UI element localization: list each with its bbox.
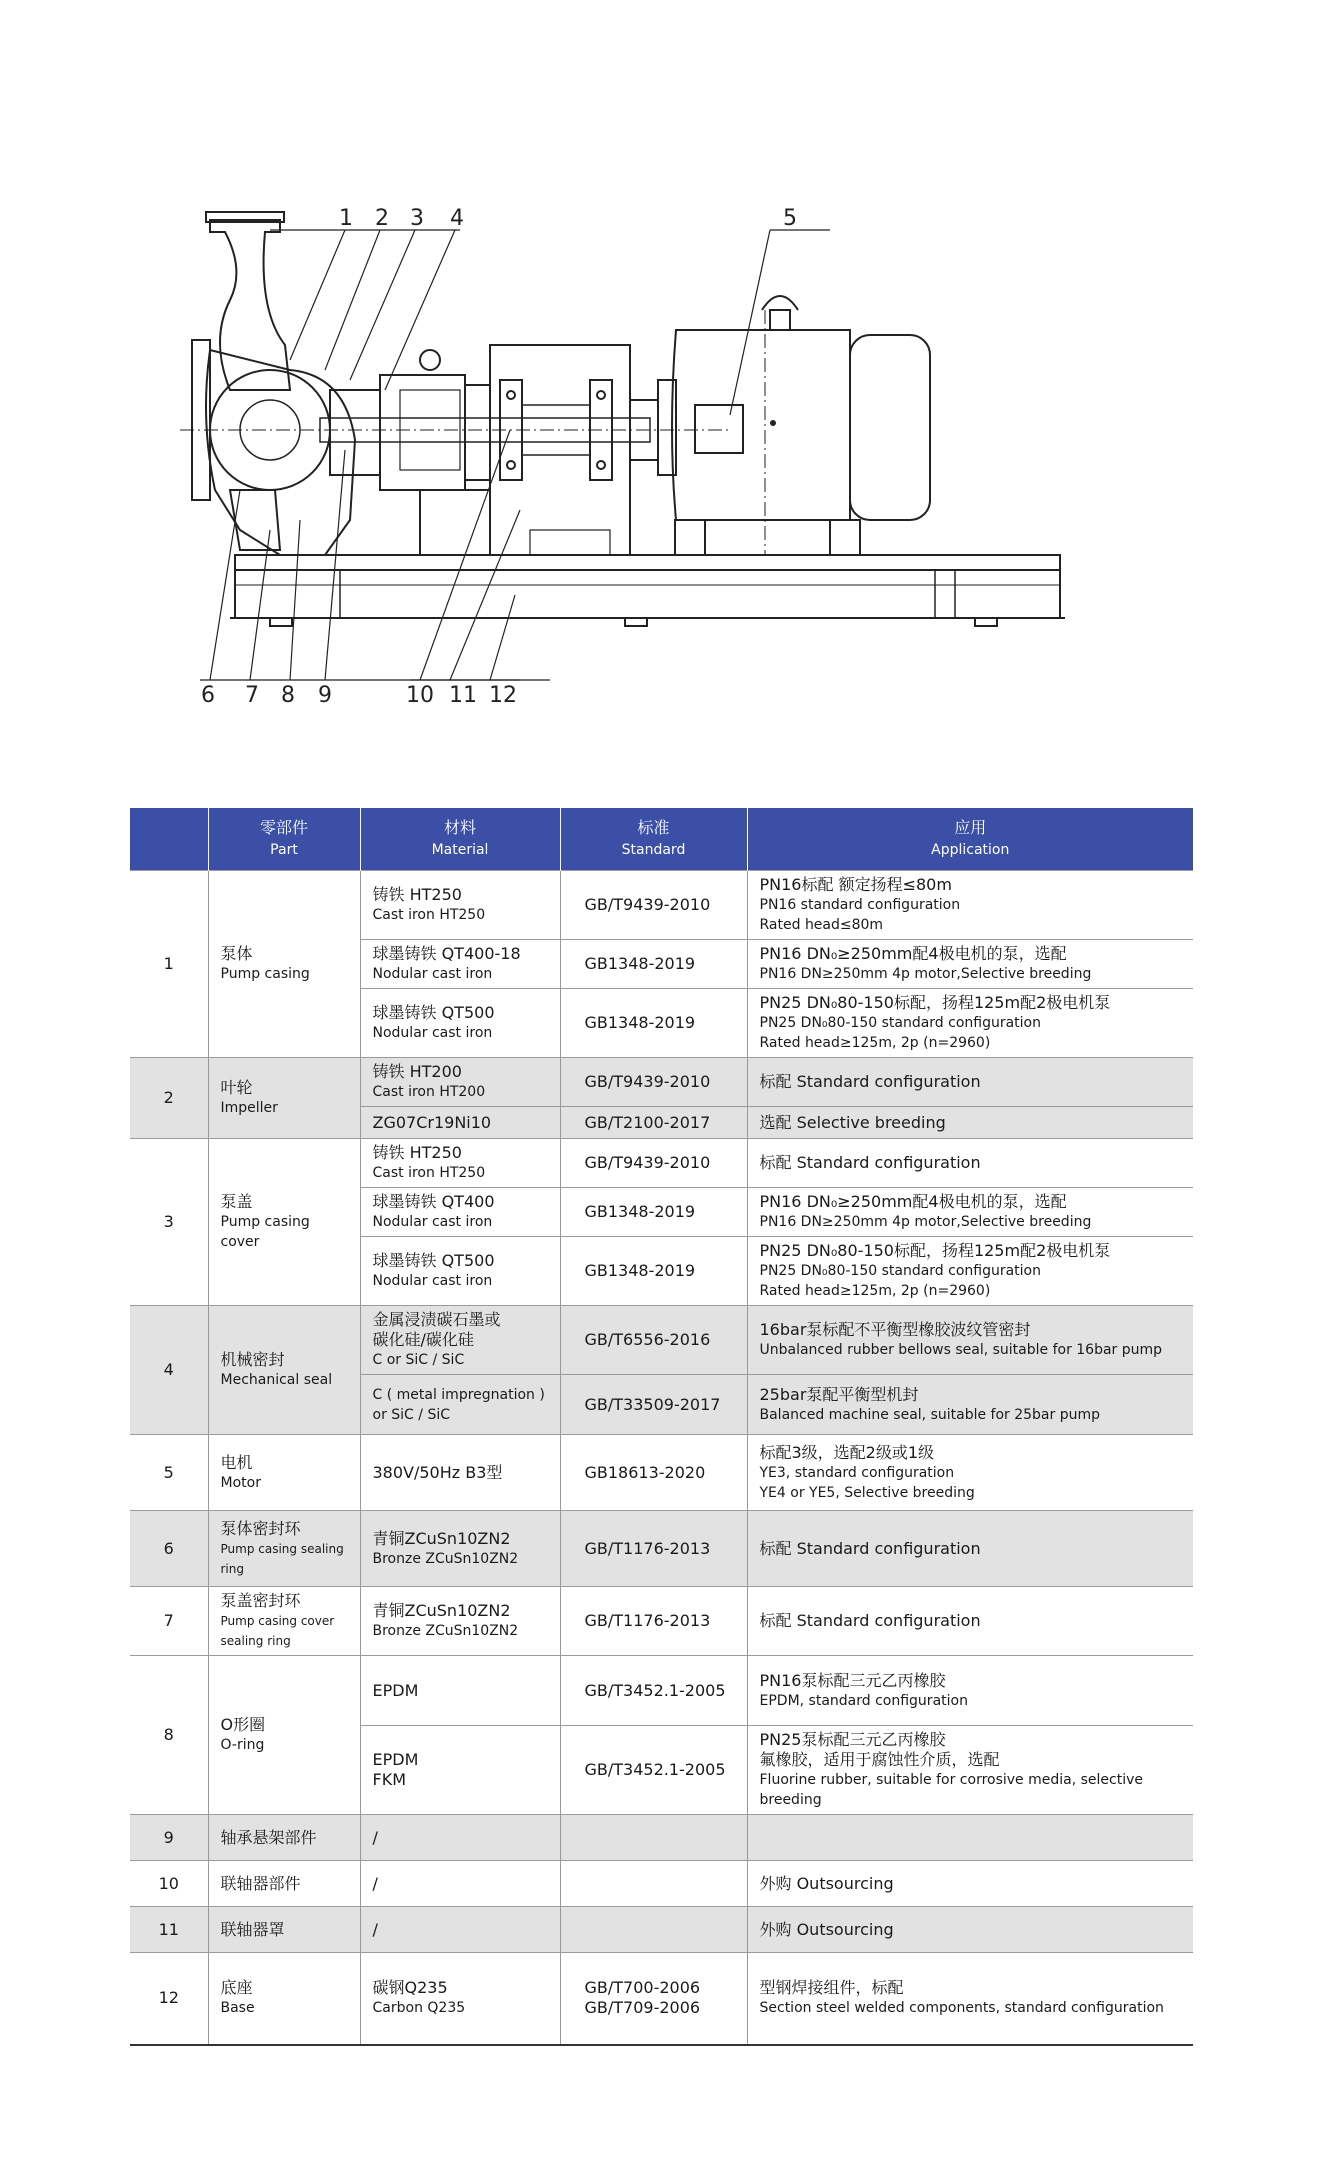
part-number: 1 [130, 871, 208, 1058]
material-zh: ZG07Cr19Ni10 [372, 1112, 492, 1132]
standard-cell: GB1348-2019 [560, 940, 747, 989]
application-cell [747, 989, 1193, 1058]
callout-12: 12 [489, 683, 517, 708]
callout-1: 1 [339, 206, 353, 231]
application-line-1: 标配 Standard configuration [759, 1538, 981, 1558]
standard-cell: GB/T1176-2013 [560, 1511, 747, 1587]
part-name [208, 1861, 360, 1907]
material-zh: 球墨铸铁 QT400-18 [372, 944, 521, 963]
standard-cell: GB1348-2019 [560, 1237, 747, 1306]
material-zh: / [372, 1873, 378, 1893]
material-en: Nodular cast iron [372, 1025, 493, 1041]
application-line-2: PN16 DN≥250mm 4p motor,Selective breeding [759, 966, 1092, 982]
material-zh: EPDM FKM [372, 1750, 419, 1789]
material-en: C or SiC / SiC [372, 1352, 465, 1368]
application-line-1: 25bar泵配平衡型机封 [759, 1384, 919, 1404]
material-zh: 铸铁 HT250 [372, 885, 462, 904]
part-number: 9 [130, 1815, 208, 1861]
application-line-1: 外购 Outsourcing [759, 1873, 894, 1893]
material-zh: 铸铁 HT250 [372, 1143, 462, 1162]
application-cell [747, 1107, 1193, 1139]
material-en: Cast iron HT250 [372, 1165, 486, 1181]
material-zh: 金属浸渍碳石墨或 碳化硅/碳化硅 [372, 1310, 501, 1349]
header-material: 材料 Material [360, 808, 560, 871]
standard-cell: GB/T9439-2010 [560, 1058, 747, 1107]
material-cell [360, 1953, 560, 2045]
material-zh: / [372, 1827, 378, 1847]
application-line-1: PN16标配 额定扬程≤80m [759, 875, 952, 894]
standard-cell: GB/T6556-2016 [560, 1306, 747, 1375]
part-name [208, 1306, 360, 1435]
material-cell [360, 1375, 560, 1435]
pump-assembly-drawing [170, 190, 1070, 710]
table-row [130, 1058, 1193, 1107]
part-name [208, 1907, 360, 1953]
application-cell [747, 1861, 1193, 1907]
part-name-en: O-ring [220, 1737, 265, 1753]
standard-cell [560, 1861, 747, 1907]
application-cell [747, 1953, 1193, 2045]
application-cell [747, 1188, 1193, 1237]
material-cell [360, 1306, 560, 1375]
part-number: 11 [130, 1907, 208, 1953]
material-zh: 球墨铸铁 QT500 [372, 1251, 495, 1270]
application-cell [747, 1815, 1193, 1861]
callout-3: 3 [410, 206, 424, 231]
part-name [208, 1953, 360, 2045]
standard-cell: GB18613-2020 [560, 1435, 747, 1511]
header-part: 零部件 Part [208, 808, 360, 871]
part-name-zh: 泵盖密封环 [220, 1591, 301, 1610]
motor-shape [630, 296, 930, 555]
part-name-zh: 泵体密封环 [220, 1518, 301, 1538]
application-line-1: PN16泵标配三元乙丙橡胶 [759, 1670, 946, 1690]
part-name-en: Pump casing sealing ring [220, 1541, 344, 1576]
application-cell [747, 1375, 1193, 1435]
coupling-shape [490, 345, 630, 555]
application-cell [747, 1058, 1193, 1107]
application-line-1: 标配 Standard configuration [759, 1072, 981, 1091]
application-line-3: Rated head≤80m [759, 917, 884, 933]
callout-2: 2 [375, 206, 389, 231]
material-cell [360, 1815, 560, 1861]
material-cell [360, 1587, 560, 1656]
application-cell [747, 1306, 1193, 1375]
standard-cell: GB/T33509-2017 [560, 1375, 747, 1435]
table-row [130, 1306, 1193, 1375]
standard-cell: GB1348-2019 [560, 1188, 747, 1237]
part-name-zh: 电机 [220, 1452, 253, 1472]
material-cell [360, 1726, 560, 1815]
application-line-2: Fluorine rubber, suitable for corrosive media, selective breeding [759, 1772, 1144, 1808]
application-cell [747, 1907, 1193, 1953]
callout-9: 9 [318, 683, 332, 708]
table-row [130, 1953, 1193, 2045]
material-en: C ( metal impregnation ) or SiC / SiC [372, 1386, 545, 1423]
part-number: 10 [130, 1861, 208, 1907]
part-name [208, 1139, 360, 1306]
application-line-3: YE4 or YE5, Selective breeding [759, 1484, 975, 1501]
part-name-en: Pump casing cover sealing ring [220, 1614, 335, 1648]
part-number: 7 [130, 1587, 208, 1656]
application-line-1: 标配 Standard configuration [759, 1153, 981, 1172]
material-cell [360, 1237, 560, 1306]
standard-cell: GB/T9439-2010 [560, 1139, 747, 1188]
part-name-zh: 轴承悬架部件 [220, 1827, 317, 1847]
parts-table-body [130, 871, 1193, 2045]
application-line-2: PN16 DN≥250mm 4p motor,Selective breeding [759, 1214, 1092, 1230]
application-line-2: Section steel welded components, standard configuration [759, 2000, 1164, 2017]
material-zh: 380V/50Hz B3型 [372, 1462, 503, 1482]
application-cell [747, 1511, 1193, 1587]
standard-cell: GB/T3452.1-2005 [560, 1656, 747, 1726]
base-frame [230, 555, 1065, 626]
header-number [130, 808, 208, 871]
part-name-zh: 联轴器部件 [220, 1873, 301, 1893]
material-en: Nodular cast iron [372, 1214, 493, 1230]
part-name-en: Mechanical seal [220, 1372, 333, 1388]
material-zh: / [372, 1919, 378, 1939]
callout-6: 6 [201, 683, 215, 708]
material-en: Cast iron HT250 [372, 907, 486, 923]
material-zh: EPDM [372, 1680, 419, 1700]
part-name-en: Base [220, 2000, 255, 2017]
material-zh: 青铜ZCuSn10ZN2 [372, 1528, 511, 1548]
application-cell [747, 1656, 1193, 1726]
material-en: Bronze ZCuSn10ZN2 [372, 1623, 519, 1639]
material-en: Bronze ZCuSn10ZN2 [372, 1550, 519, 1567]
part-name [208, 1815, 360, 1861]
material-zh: 青铜ZCuSn10ZN2 [372, 1601, 511, 1620]
standard-cell: GB/T2100-2017 [560, 1107, 747, 1139]
material-en: Carbon Q235 [372, 2000, 466, 2017]
material-cell [360, 1511, 560, 1587]
table-row [130, 871, 1193, 940]
callout-5: 5 [783, 206, 797, 231]
material-zh: 球墨铸铁 QT400 [372, 1192, 495, 1211]
part-name-en: Motor [220, 1474, 261, 1491]
material-zh: 碳钢Q235 [372, 1978, 448, 1998]
callout-4: 4 [450, 206, 464, 231]
application-line-1: PN25 DN₀80-150标配，扬程125m配2极电机泵 [759, 1241, 1111, 1260]
material-en: Cast iron HT200 [372, 1084, 486, 1100]
application-cell [747, 871, 1193, 940]
part-name-zh: 叶轮 [220, 1078, 253, 1097]
table-row [130, 1861, 1193, 1907]
application-line-2: PN25 DN₀80-150 standard configuration [759, 1015, 1041, 1031]
part-number: 8 [130, 1656, 208, 1815]
material-cell [360, 940, 560, 989]
material-cell [360, 1058, 560, 1107]
application-line-2: PN16 standard configuration [759, 897, 961, 913]
material-en: Nodular cast iron [372, 1273, 493, 1289]
material-cell [360, 1188, 560, 1237]
standard-cell: GB/T3452.1-2005 [560, 1726, 747, 1815]
application-line-1: PN16 DN₀≥250mm配4极电机的泵，选配 [759, 944, 1067, 963]
application-line-2: YE3, standard configuration [759, 1464, 955, 1481]
part-name [208, 1587, 360, 1656]
part-number: 3 [130, 1139, 208, 1306]
material-cell [360, 1139, 560, 1188]
parts-table [130, 808, 1193, 2046]
application-line-3: Rated head≥125m, 2p (n=2960) [759, 1283, 991, 1299]
application-line-2: Unbalanced rubber bellows seal, suitable for 16bar pump [759, 1342, 1163, 1358]
part-number: 5 [130, 1435, 208, 1511]
application-cell [747, 1237, 1193, 1306]
part-name-zh: 底座 [220, 1978, 253, 1998]
callout-7: 7 [245, 683, 259, 708]
material-en: Nodular cast iron [372, 966, 493, 982]
table-row [130, 1815, 1193, 1861]
part-name [208, 1058, 360, 1139]
leader-lines [200, 230, 830, 680]
part-name [208, 871, 360, 1058]
table-header-row [130, 808, 1193, 871]
material-cell [360, 1656, 560, 1726]
application-line-2: EPDM, standard configuration [759, 1692, 968, 1709]
application-line-1: 16bar泵标配不平衡型橡胶波纹管密封 [759, 1320, 1031, 1339]
application-cell [747, 1726, 1193, 1815]
application-line-1: 外购 Outsourcing [759, 1919, 894, 1939]
part-name-zh: 泵盖 [220, 1192, 253, 1211]
header-standard: 标准 Standard [560, 808, 747, 871]
application-cell [747, 1587, 1193, 1656]
material-cell [360, 1435, 560, 1511]
application-cell [747, 1139, 1193, 1188]
material-zh: 铸铁 HT200 [372, 1062, 462, 1081]
standard-cell: GB/T9439-2010 [560, 871, 747, 940]
application-line-3: Rated head≥125m, 2p (n=2960) [759, 1035, 991, 1051]
material-zh: 球墨铸铁 QT500 [372, 1003, 495, 1022]
table-row [130, 1907, 1193, 1953]
standard-cell: GB/T700-2006 GB/T709-2006 [560, 1953, 747, 2045]
part-name [208, 1435, 360, 1511]
part-name [208, 1656, 360, 1815]
part-number: 4 [130, 1306, 208, 1435]
part-number: 2 [130, 1058, 208, 1139]
table-row [130, 1511, 1193, 1587]
callout-8: 8 [281, 683, 295, 708]
material-cell [360, 1907, 560, 1953]
material-cell [360, 871, 560, 940]
part-number: 12 [130, 1953, 208, 2045]
table-row [130, 1656, 1193, 1726]
header-application: 应用 Application [747, 808, 1193, 871]
callout-11: 11 [449, 683, 477, 708]
application-line-1: PN25泵标配三元乙丙橡胶 氟橡胶，适用于腐蚀性介质，选配 [759, 1730, 1000, 1769]
part-name-zh: 联轴器罩 [220, 1919, 285, 1939]
application-line-2: PN25 DN₀80-150 standard configuration [759, 1263, 1041, 1279]
material-cell [360, 989, 560, 1058]
pump-casing-shape [180, 212, 730, 555]
standard-cell [560, 1815, 747, 1861]
part-name-zh: 泵体 [220, 944, 253, 963]
application-line-1: 标配3级，选配2级或1级 [759, 1442, 935, 1462]
application-line-1: 选配 Selective breeding [759, 1112, 946, 1132]
part-name-en: Pump casing [220, 966, 310, 982]
part-name-en: Pump casing cover [220, 1214, 310, 1250]
callout-10: 10 [406, 683, 434, 708]
application-line-1: 标配 Standard configuration [759, 1611, 981, 1630]
material-cell [360, 1861, 560, 1907]
part-name-zh: 机械密封 [220, 1350, 285, 1369]
application-line-2: Balanced machine seal, suitable for 25bar pump [759, 1406, 1100, 1423]
application-cell [747, 940, 1193, 989]
part-name-en: Impeller [220, 1100, 278, 1116]
part-number: 6 [130, 1511, 208, 1587]
application-cell [747, 1435, 1193, 1511]
part-name-zh: O形圈 [220, 1715, 266, 1734]
part-name [208, 1511, 360, 1587]
standard-cell: GB/T1176-2013 [560, 1587, 747, 1656]
material-cell [360, 1107, 560, 1139]
table-row [130, 1587, 1193, 1656]
application-line-1: 型钢焊接组件，标配 [759, 1978, 904, 1998]
table-row [130, 1435, 1193, 1511]
standard-cell [560, 1907, 747, 1953]
table-row [130, 1139, 1193, 1188]
standard-cell: GB1348-2019 [560, 989, 747, 1058]
application-line-1: PN25 DN₀80-150标配，扬程125m配2极电机泵 [759, 993, 1111, 1012]
application-line-1: PN16 DN₀≥250mm配4极电机的泵，选配 [759, 1192, 1067, 1211]
